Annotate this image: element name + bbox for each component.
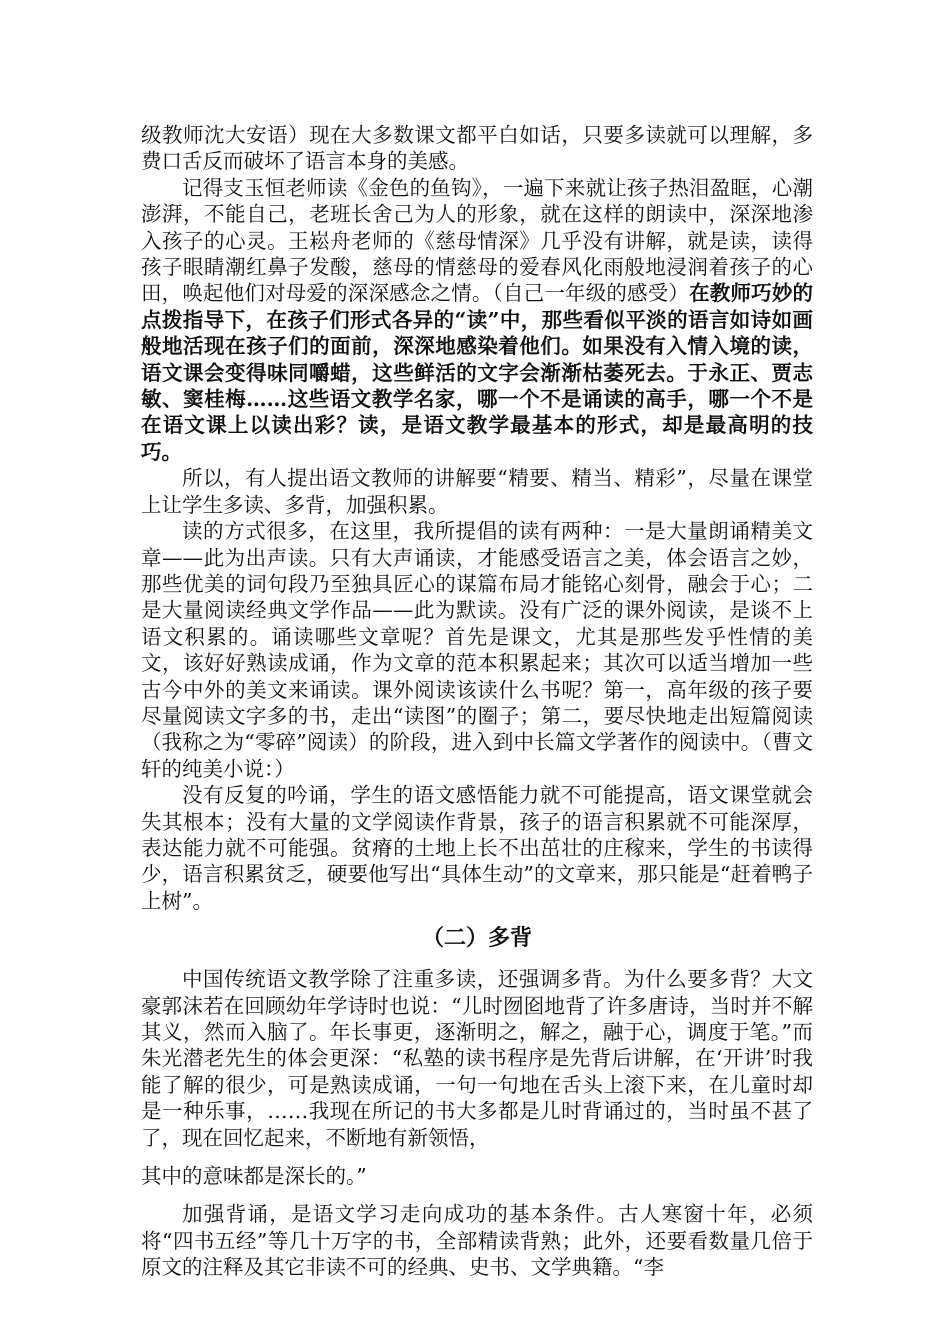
paragraph-reading-examples-bold: 在教师巧妙的点拨指导下，在孩子们形式各异的“读”中，那些看似平淡的语言如诗如画般地活现在孩子们的面前，深深地感染着他们。如果没有入情入境的读，语文课会变得味同嚼蜡，这些鲜活的文字会渐渐枯萎死去。于永正、贾志敏、窦桂梅……这些语文教学名家，哪一个不是诵读的高手，哪一个不是在语文课上以读出彩？读，是语文教学最基本的形式，却是最高明的技巧。 bbox=[141, 281, 814, 464]
paragraph-recitation-foundation: 加强背诵，是语文学习走向成功的基本条件。古人寒窗十年，必须将“四书五经”等几十万字的书，全部精读背熟；此外，还要看数量几倍于原文的注释及其它非读不可的经典、史书、文学典籍。“李 bbox=[141, 1202, 813, 1280]
paragraph-reading-examples bbox=[141, 175, 813, 465]
paragraph-memorization: 中国传统语文教学除了注重多读，还强调多背。为什么要多背？大文豪郭沫若在回顾幼年学诗时也说：“儿时囫囵地背了许多唐诗，当时并不解其义，然而入脑了。年长事更，逐渐明之，解之，融于心，调度于笔。”而朱光潜老先生的体会更深：“私塾的读书程序是先背后讲解，在‘开讲’时我能了解的很少，可是熟读成诵，一句一句地在舌头上滚下来，在儿童时却是一种乐事，……我现在所记的书大多都是儿时背诵过的，当时虽不甚了了，现在回忆起来，不断地有新领悟， bbox=[141, 967, 813, 1150]
document-body bbox=[141, 122, 813, 1281]
paragraph-continuation: 级教师沈大安语）现在大多数课文都平白如话，只要多读就可以理解，多费口舌反而破坏了语言本身的美感。 bbox=[141, 123, 813, 174]
paragraph-recitation-importance: 没有反复的吟诵，学生的语文感悟能力就不可能提高，语文课堂就会失其根本；没有大量的文学阅读作背景，孩子的语言积累就不可能深厚，表达能力就不可能强。贫瘠的土地上长不出茁壮的庄稼来，学生的书读得少，语言积累贫乏，硬要他写出“具体生动”的文章来，那只能是“赶着鸭子上树”。 bbox=[141, 783, 813, 913]
paragraph-teacher-explanation: 所以，有人提出语文教师的讲解要“精要、精当、精彩”，尽量在课堂上让学生多读、多背，加强积累。 bbox=[141, 466, 813, 517]
section-heading: （二）多背 bbox=[421, 926, 532, 952]
paragraph-reading-methods: 读的方式很多，在这里，我所提倡的读有两种：一是大量朗诵精美文章——此为出声读。只有大声诵读，才能感受语言之美，体会语言之妙，那些优美的词句段乃至独具匠心的谋篇布局才能铭心刻骨，融会于心；二是大量阅读经典文学作品——此为默读。没有广泛的课外阅读，是谈不上语文积累的。诵读哪些文章呢？首先是课文，尤其是那些发乎性情的美文，该好好熟读成诵，作为文章的范本积累起来；其次可以适当增加一些古今中外的美文来诵读。课外阅读该读什么书呢？第一，高年级的孩子要尽量阅读文字多的书，走出“读图”的圈子；第二，要尽快地走出短篇阅读（我称之为“零碎”阅读）的阶段，进入到中长篇文学著作的阅读中。（曹文轩的纯美小说：） bbox=[141, 519, 813, 781]
paragraph-reading-examples-text: 记得支玉恒老师读《金色的鱼钩》，一遍下来就让孩子热泪盈眶，心潮澎湃，不能自己，老班长舍己为人的形象，就在这样的朗读中，深深地渗入孩子的心灵。王崧舟老师的《慈母情深》几乎没有讲解，就是读，读得孩子眼睛潮红鼻子发酸，慈母的情慈母的爱春风化雨般地浸润着孩子的心田，唤起他们对母爱的深深感念之情。（自己一年级的感受） bbox=[141, 175, 813, 306]
paragraph-memorization-end: 其中的意味都是深长的。” bbox=[141, 1164, 367, 1189]
